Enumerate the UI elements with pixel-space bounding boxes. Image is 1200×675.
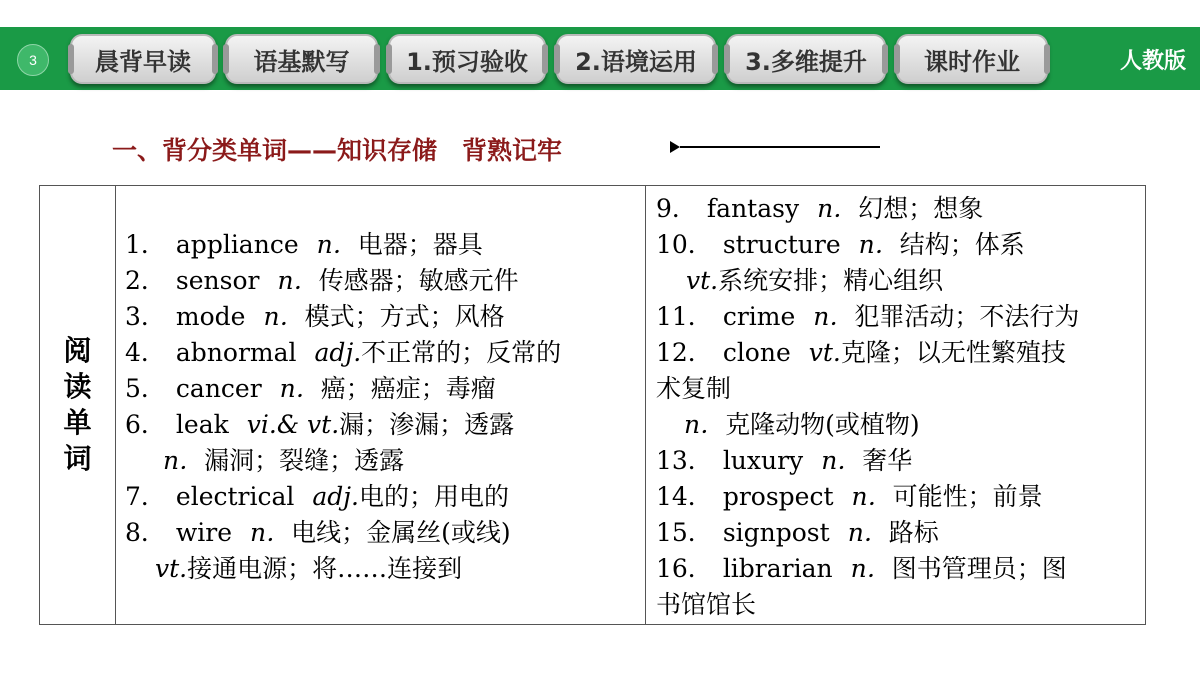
- entry-word: signpost: [722, 518, 830, 547]
- word-entry: [125, 371, 561, 407]
- entry-definition: 模式；方式；风格: [304, 302, 505, 331]
- word-entry: [125, 263, 561, 299]
- entry-number: 6．: [125, 410, 166, 439]
- entry-definition: 犯罪活动；不法行为: [854, 302, 1080, 331]
- tab-morning-reading[interactable]: 晨背早读: [70, 34, 216, 84]
- entry-number: 13．: [656, 446, 713, 475]
- entry-pos: n．: [684, 410, 726, 439]
- entry-number: 3．: [125, 302, 166, 331]
- entry-definition: 漏洞；裂缝；透露: [204, 446, 405, 475]
- section-title: 一、背分类单词——知识存储 背熟记牢: [112, 136, 563, 165]
- entry-pos: vi.& vt.: [246, 410, 340, 439]
- category-char: 单: [63, 406, 92, 439]
- word-entry-continuation: [656, 263, 1079, 299]
- category-label: [40, 186, 116, 624]
- entry-definition: 克隆动物(或植物): [725, 410, 920, 439]
- entry-definition: 结构；体系: [899, 230, 1025, 259]
- entry-number: 5．: [125, 374, 166, 403]
- entry-pos: n．: [850, 554, 892, 583]
- entry-pos: adj.: [314, 338, 362, 367]
- tab-vocabulary-dictation[interactable]: 语基默写: [225, 34, 378, 84]
- entry-word: librarian: [722, 554, 833, 583]
- page-number-badge: 3: [17, 44, 49, 76]
- entry-definition: 电线；金属丝(或线): [291, 518, 511, 547]
- entry-word: electrical: [175, 482, 295, 511]
- entry-definition: 癌；癌症；毒瘤: [320, 374, 496, 403]
- entry-word: appliance: [175, 230, 299, 259]
- word-entry: [125, 335, 561, 371]
- word-entry-continuation: [125, 551, 561, 587]
- entry-definition: 电的；用电的: [359, 482, 510, 511]
- entry-pos: n．: [279, 374, 321, 403]
- word-entry: [125, 407, 561, 443]
- entry-word: clone: [722, 338, 791, 367]
- entry-number: 8．: [125, 518, 166, 547]
- tab-context-use[interactable]: 2.语境运用: [556, 34, 716, 84]
- entry-definition: 路标: [888, 518, 939, 547]
- word-entry: [656, 299, 1079, 335]
- tab-homework[interactable]: 课时作业: [896, 34, 1048, 84]
- entry-word: prospect: [722, 482, 834, 511]
- entry-definition: 漏；渗漏；透露: [339, 410, 515, 439]
- entry-pos: vt.: [686, 266, 719, 295]
- entry-pos: n．: [851, 482, 893, 511]
- entry-word: crime: [722, 302, 796, 331]
- entry-pos: n．: [813, 302, 855, 331]
- word-entry-wrap: [656, 587, 1079, 623]
- publisher-brand: 人教版: [1119, 48, 1186, 74]
- word-entry: [656, 551, 1079, 587]
- tab-preview-check[interactable]: 1.预习验收: [388, 34, 546, 84]
- entry-word: leak: [175, 410, 229, 439]
- entry-definition: 术复制: [656, 374, 732, 403]
- word-entry: [656, 515, 1079, 551]
- entry-pos: n．: [277, 266, 319, 295]
- word-entry: [656, 479, 1079, 515]
- entry-pos: n．: [316, 230, 358, 259]
- arrow-line: [680, 146, 880, 148]
- entry-definition: 电器；器具: [357, 230, 483, 259]
- word-entry-continuation: [125, 443, 561, 479]
- entry-pos: vt.: [808, 338, 841, 367]
- entry-word: fantasy: [706, 194, 800, 223]
- entry-pos: n．: [847, 518, 889, 547]
- entry-word: wire: [175, 518, 233, 547]
- entry-number: 14．: [656, 482, 713, 511]
- entry-word: sensor: [175, 266, 260, 295]
- entry-definition: 书馆馆长: [656, 590, 757, 619]
- entry-number: 2．: [125, 266, 166, 295]
- entry-number: 9．: [656, 194, 697, 223]
- entry-number: 16．: [656, 554, 713, 583]
- category-char: 阅: [63, 334, 92, 367]
- word-list-left: [125, 227, 561, 587]
- entry-definition: 系统安排；精心组织: [718, 266, 944, 295]
- entry-definition: 不正常的；反常的: [361, 338, 562, 367]
- entry-pos: n．: [821, 446, 863, 475]
- vocabulary-table: [39, 185, 1146, 625]
- entry-pos: n．: [263, 302, 305, 331]
- entry-number: 7．: [125, 482, 166, 511]
- arrow-icon: [670, 141, 680, 153]
- entry-definition: 奢华: [862, 446, 913, 475]
- entry-definition: 幻想；想象: [858, 194, 984, 223]
- entry-number: 11．: [656, 302, 713, 331]
- entry-pos: adj.: [312, 482, 359, 511]
- entry-pos: n．: [163, 446, 205, 475]
- word-entry: [656, 191, 1079, 227]
- entry-pos: n．: [817, 194, 859, 223]
- entry-definition: 克隆；以无性繁殖技: [840, 338, 1066, 367]
- entry-number: 15．: [656, 518, 713, 547]
- entry-word: structure: [722, 230, 841, 259]
- column-divider: [645, 186, 646, 624]
- word-entry: [125, 227, 561, 263]
- word-entry: [656, 443, 1079, 479]
- entry-definition: 接通电源；将……连接到: [187, 554, 463, 583]
- entry-word: abnormal: [175, 338, 297, 367]
- category-char: 读: [63, 370, 92, 403]
- word-entry: [125, 299, 561, 335]
- entry-number: 4．: [125, 338, 166, 367]
- tab-multi-improvement[interactable]: 3.多维提升: [726, 34, 886, 84]
- entry-definition: 传感器；敏感元件: [318, 266, 519, 295]
- entry-pos: n．: [858, 230, 900, 259]
- category-char: 词: [63, 442, 92, 475]
- entry-number: 10．: [656, 230, 713, 259]
- entry-number: 1．: [125, 230, 166, 259]
- entry-pos: vt.: [155, 554, 188, 583]
- entry-pos: n．: [250, 518, 292, 547]
- word-entry: [656, 335, 1079, 371]
- entry-definition: 图书管理员；图: [891, 554, 1067, 583]
- word-list-right: [656, 191, 1079, 623]
- entry-number: 12．: [656, 338, 713, 367]
- entry-word: cancer: [175, 374, 262, 403]
- entry-word: mode: [175, 302, 246, 331]
- word-entry: [125, 479, 561, 515]
- word-entry: [656, 227, 1079, 263]
- word-entry-wrap: [656, 371, 1079, 407]
- entry-word: luxury: [722, 446, 804, 475]
- entry-definition: 可能性；前景: [892, 482, 1043, 511]
- word-entry-continuation: [656, 407, 1079, 443]
- word-entry: [125, 515, 561, 551]
